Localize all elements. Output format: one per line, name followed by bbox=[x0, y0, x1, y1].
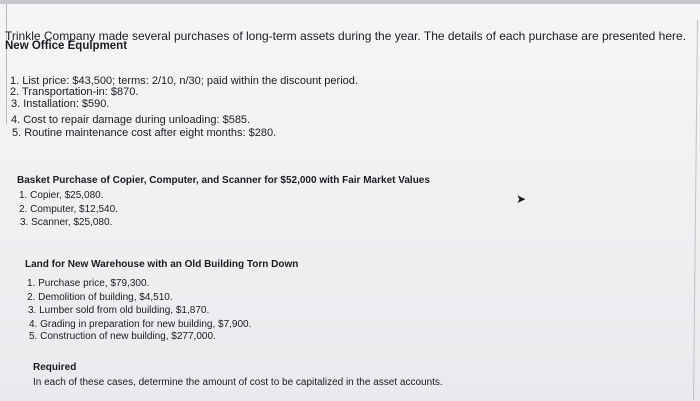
list-item: 2. Computer, $12,540. bbox=[19, 204, 118, 215]
list-item: 1. Purchase price, $79,300. bbox=[27, 278, 150, 289]
section-heading-office-equipment: New Office Equipment bbox=[5, 40, 128, 52]
section-heading-basket-purchase: Basket Purchase of Copier, Computer, and Scanner for $52,000 with Fair Market Values bbox=[17, 175, 430, 186]
right-margin-line bbox=[693, 20, 698, 400]
list-item: 4. Cost to repair damage during unloading: $585. bbox=[11, 114, 251, 126]
list-item: 5. Construction of new building, $277,000. bbox=[29, 331, 216, 342]
list-item: 2. Transportation-in: $870. bbox=[10, 86, 139, 98]
required-heading: Required bbox=[33, 362, 77, 373]
intro-text: Trinkle Company made several purchases of long-term assets during the year. The details of each purchase are presented here. bbox=[5, 29, 687, 43]
list-item: 3. Installation: $590. bbox=[11, 98, 110, 110]
top-divider bbox=[0, 0, 700, 4]
required-text: In each of these cases, determine the amount of cost to be capitalized in the asset accounts. bbox=[33, 377, 443, 388]
section-heading-land-warehouse: Land for New Warehouse with an Old Building Torn Down bbox=[25, 259, 299, 270]
left-margin-line bbox=[6, 4, 7, 124]
list-item: 3. Lumber sold from old building, $1,870. bbox=[28, 305, 210, 316]
list-item: 4. Grading in preparation for new building, $7,900. bbox=[29, 319, 252, 330]
list-item: 2. Demolition of building, $4,510. bbox=[27, 292, 173, 303]
list-item: 5. Routine maintenance cost after eight months: $280. bbox=[12, 127, 277, 139]
mouse-pointer-icon: ➤ bbox=[516, 192, 527, 206]
list-item: 1. List price: $43,500; terms: 2/10, n/30; paid within the discount period. bbox=[10, 75, 358, 87]
list-item: 3. Scanner, $25,080. bbox=[20, 217, 113, 228]
list-item: 1. Copier, $25,080. bbox=[19, 190, 104, 201]
